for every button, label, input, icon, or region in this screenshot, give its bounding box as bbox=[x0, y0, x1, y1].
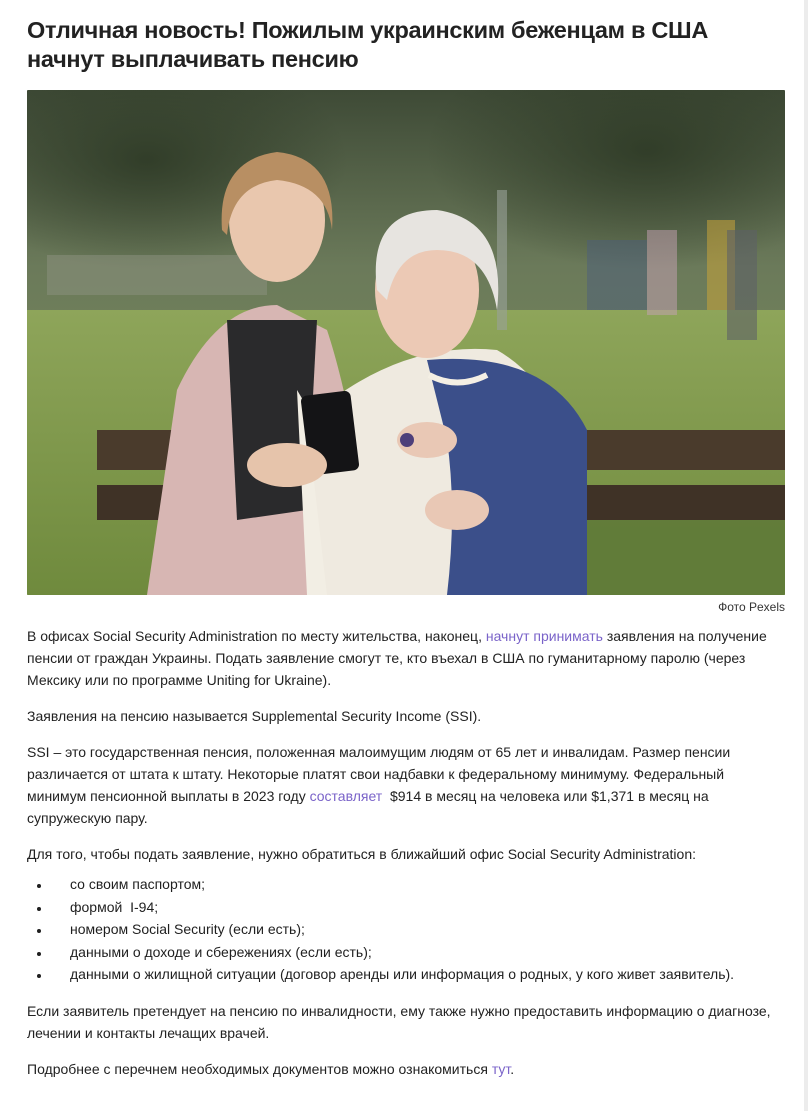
paragraph-1-text-end: заявления на получение пенсии от граждан Украины. Подать заявление смогут те, кто въехал в США по гуманитарному паролю (через Мексику или по программе Uniting for Ukraine). bbox=[27, 628, 767, 688]
link-amount[interactable]: составляет bbox=[309, 788, 383, 804]
paragraph-4: Для того, чтобы подать заявление, нужно обратиться в ближайший офис Social Security Administration: bbox=[27, 846, 697, 862]
paragraph-1 bbox=[27, 625, 785, 691]
link-here[interactable]: тут bbox=[491, 1060, 511, 1077]
list-item: • номером Social Security (если есть); bbox=[51, 918, 785, 941]
photo-illustration bbox=[27, 90, 785, 595]
list-item: • данными о доходе и сбережениях (если есть); bbox=[51, 941, 785, 964]
list-item: • данными о жилищной ситуации (договор аренды или информация о родных, у кого живет заявитель). bbox=[51, 963, 785, 986]
link-start-accepting[interactable]: начнут принимать bbox=[485, 628, 603, 644]
list-item: • формой I-94; bbox=[51, 896, 785, 919]
paragraph-2: Заявления на пенсию называется Supplemental Security Income (SSI). bbox=[27, 708, 482, 724]
documents-list bbox=[27, 873, 785, 986]
paragraph-3 bbox=[27, 741, 785, 829]
paragraph-5: Если заявитель претендует на пенсию по инвалидности, ему также нужно предоставить информацию о диагнозе, лечении и контакты лечащих врачей. bbox=[27, 1002, 771, 1041]
paragraph-1-text-start: В офисах Social Security Administration по месту жительства, наконец, bbox=[27, 628, 486, 644]
scrollbar[interactable] bbox=[804, 0, 808, 1111]
photo-caption: Фото Pexels bbox=[718, 600, 785, 614]
article-title: Отличная новость! Пожилым украинским беженцам в США начнут выплачивать пенсию bbox=[27, 17, 708, 72]
paragraph-3-text-end: $914 в месяц на человека или $1,371 в месяц на супружескую пару. bbox=[27, 788, 713, 826]
list-item: • со своим паспортом; bbox=[51, 873, 785, 896]
paragraph-6 bbox=[27, 1058, 785, 1080]
article bbox=[27, 16, 785, 1080]
paragraph-6-text-end: . bbox=[510, 1060, 515, 1077]
paragraph-3-text-start: SSI – это государственная пенсия, положенная малоимущим людям от 65 лет и инвалидам. Размер пенсии различается от штата к штату. Некоторые платят свои надбавки к федеральному минимуму. Федеральный минимум пенсионной выплаты в 2023 году bbox=[27, 744, 731, 804]
article-photo bbox=[27, 90, 785, 595]
paragraph-6-text-start: Подробнее с перечнем необходимых документов можно ознакомиться bbox=[27, 1060, 492, 1077]
